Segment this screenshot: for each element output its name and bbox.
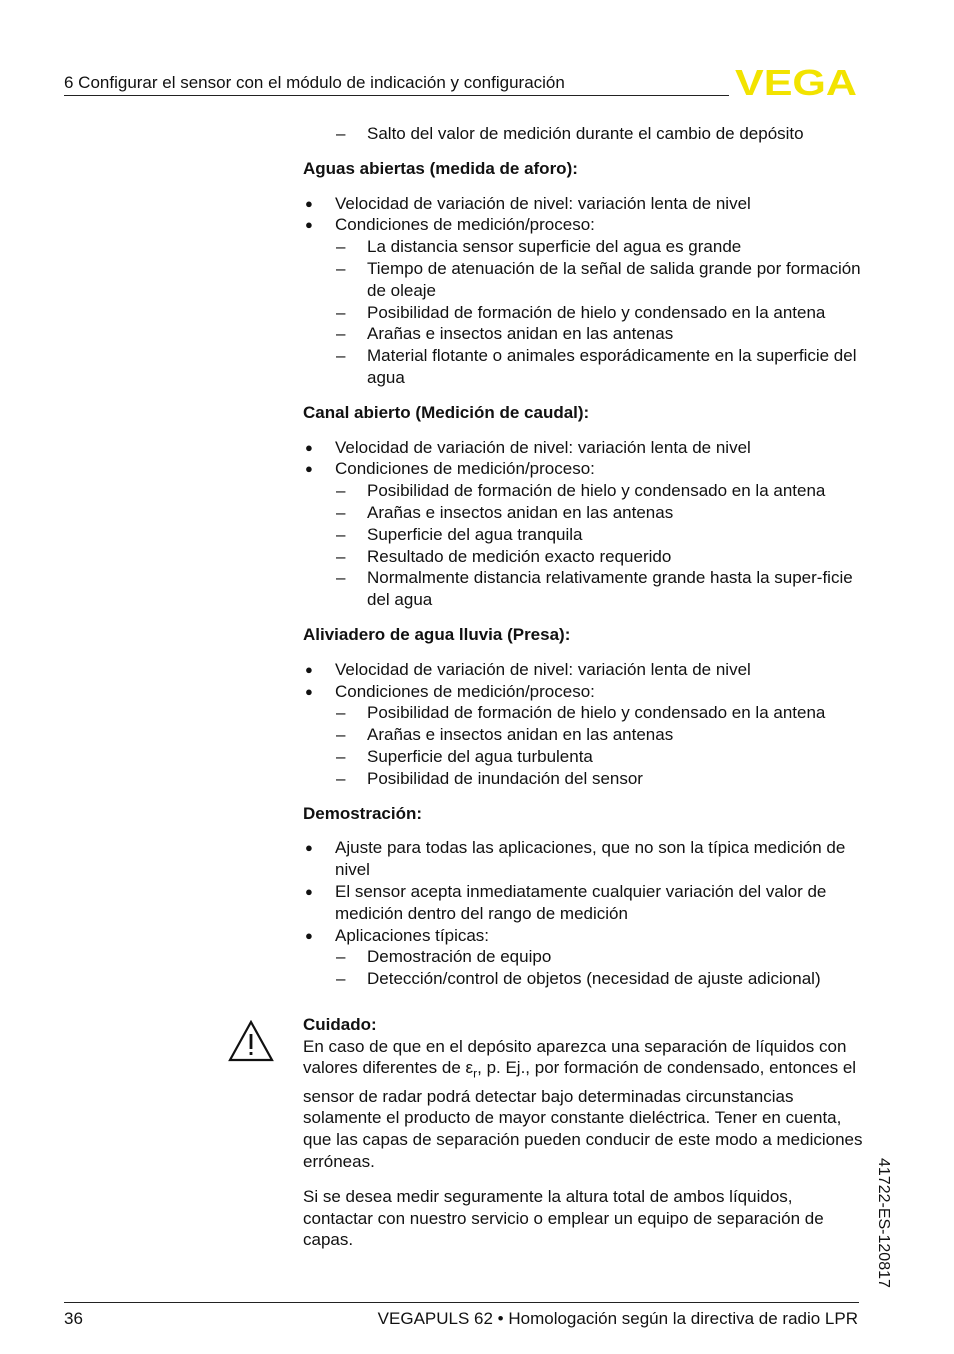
dash-item: – Arañas e insectos anidan en las antenas [303, 724, 863, 746]
dash-item: – Posibilidad de formación de hielo y condensado en la antena [303, 702, 863, 724]
dash-item: – Detección/control de objetos (necesidad de ajuste adicional) [303, 968, 863, 990]
caution-paragraph-2: Si se desea medir seguramente la altura total de ambos líquidos, contactar con nuestro servicio o emplear un equipo de separación de capas. [303, 1186, 824, 1250]
bullet-item: ● Aplicaciones típicas: [303, 925, 863, 947]
intro-dash-list [303, 123, 863, 145]
bullet-item: ● Condiciones de medición/proceso: [303, 458, 863, 480]
section-heading: Demostración: [303, 803, 423, 823]
epsilon-subscript: r [473, 1066, 478, 1081]
caution-heading: Cuidado: [303, 1014, 377, 1034]
bullet-list [303, 437, 863, 481]
chapter-header: 6 Configurar el sensor con el módulo de indicación y configuración [64, 73, 565, 92]
bullet-text: Condiciones de medición/proceso: [335, 215, 595, 235]
section-heading: Canal abierto (Medición de caudal): [303, 402, 590, 422]
bullet-item: ● Condiciones de medición/proceso: [303, 681, 863, 703]
bullet-list [303, 837, 863, 946]
dash-list [303, 946, 863, 990]
footer-rule [64, 1302, 859, 1303]
warning-triangle-icon [228, 1020, 274, 1062]
caution-text-b: , p. Ej., por formación de condensado, entonces el sensor de radar podrá detectar bajo determinadas circunstancias solamente el producto de mayor constante dieléctrica. Tener en cuenta, que las capas de separación pueden conducir de este modo a mediciones erróneas. [303, 1058, 863, 1172]
dash-item: – Demostración de equipo [303, 946, 863, 968]
bullet-item [303, 214, 863, 236]
bullet-list [303, 659, 863, 703]
dash-list [303, 702, 863, 789]
section-heading: Aguas abiertas (medida de aforo): [303, 158, 578, 178]
dash-item: – Arañas e insectos anidan en las antenas [303, 502, 863, 524]
dash-item: – Tiempo de atenuación de la señal de salida grande por formación de oleaje [303, 258, 863, 302]
header-rule [64, 95, 729, 96]
footer-title: VEGAPULS 62 • Homologación según la directiva de radio LPR [377, 1309, 858, 1328]
bullet-list [303, 193, 863, 237]
caution-paragraph [303, 1036, 863, 1173]
document-body [303, 123, 863, 1251]
bullet-item: ● El sensor acepta inmediatamente cualquier variación del valor de medición dentro del rango de medición [303, 881, 863, 925]
logo-text: VEGA [735, 64, 857, 98]
dash-item: – Superficie del agua tranquila [303, 524, 863, 546]
bullet-item: ● Velocidad de variación de nivel: variación lenta de nivel [303, 193, 863, 215]
dash-item: – Normalmente distancia relativamente grande hasta la super-ficie del agua [303, 567, 863, 611]
dash-item: – Posibilidad de inundación del sensor [303, 768, 863, 790]
document-code: 41722-ES-120817 [875, 1158, 892, 1288]
section-heading: Aliviadero de agua lluvia (Presa): [303, 624, 571, 644]
bullet-item: ● Velocidad de variación de nivel: variación lenta de nivel [303, 437, 863, 459]
dash-item: – La distancia sensor superficie del agua es grande [303, 236, 863, 258]
dash-list [303, 480, 863, 611]
dash-item: – Resultado de medición exacto requerido [303, 546, 863, 568]
dash-item: – Superficie del agua turbulenta [303, 746, 863, 768]
bullet-item: ● Velocidad de variación de nivel: variación lenta de nivel [303, 659, 863, 681]
bullet-item: ● Ajuste para todas las aplicaciones, que no son la típica medición de nivel [303, 837, 863, 881]
dash-item: – Posibilidad de formación de hielo y condensado en la antena [303, 302, 863, 324]
vega-logo [735, 64, 859, 98]
dash-list [303, 236, 863, 389]
dash-item: – Posibilidad de formación de hielo y condensado en la antena [303, 480, 863, 502]
dash-item: – Arañas e insectos anidan en las antenas [303, 323, 863, 345]
dash-item: – Salto del valor de medición durante el cambio de depósito [303, 123, 863, 145]
caution-text-a: En caso de que en el depósito aparezca una separación de líquidos con valores diferentes de ε [303, 1036, 847, 1078]
dash-item: – Material flotante o animales esporádicamente en la superficie del agua [303, 345, 863, 389]
page-number: 36 [64, 1309, 83, 1328]
